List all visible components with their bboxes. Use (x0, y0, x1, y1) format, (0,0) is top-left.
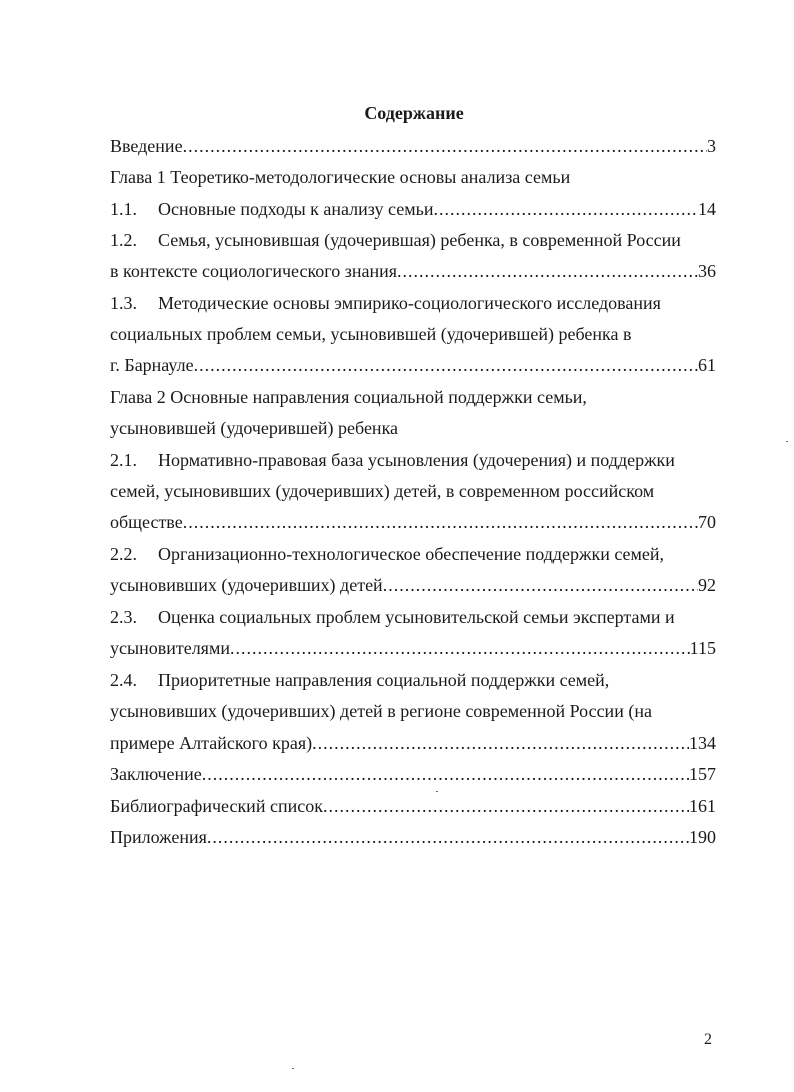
scan-speck (436, 791, 438, 792)
toc-page-ref: 70 (698, 512, 716, 532)
toc-entry-text: примере Алтайского края) (110, 733, 313, 753)
toc-entry-1-2 (110, 227, 716, 253)
toc-entry-2-3-continuation (110, 635, 716, 661)
toc-entry-2-1-continuation (110, 509, 716, 535)
toc-entry-text: социальных проблем семьи, усыновившей (удочерившей) ребенка в (110, 324, 632, 344)
toc-entry-text: г. Барнауле (110, 355, 194, 375)
toc-entry-1-3-continuation (110, 321, 716, 347)
page-number: 2 (704, 1031, 712, 1048)
toc-entry-conclusion (110, 761, 716, 787)
toc-entry-text: усыновивших (удочеривших) детей в регионе современной России (на (110, 701, 652, 721)
toc-entry-text: Семья, усыновившая (удочерившая) ребенка, в современной России (158, 230, 681, 250)
page-title: Содержание (364, 103, 464, 123)
toc-chapter-1-heading (110, 164, 716, 190)
toc-entry-introduction (110, 133, 716, 159)
toc-entry-text: усыновивших (удочеривших) детей (110, 575, 383, 595)
toc-page-ref: 157 (689, 764, 716, 784)
toc-page-ref: 190 (689, 827, 716, 847)
dot-leader (202, 761, 689, 787)
toc-entry-text: Заключение (110, 764, 202, 784)
toc-entry-text: Методические основы эмпирико-социологического исследования (158, 293, 661, 313)
toc-entry-text: Оценка социальных проблем усыновительской семьи экспертами и (158, 607, 675, 627)
toc-entry-1-1 (110, 196, 716, 222)
scan-speck (292, 1068, 294, 1069)
toc-entry-2-2-continuation (110, 572, 716, 598)
toc-page-ref: 3 (707, 136, 716, 156)
toc-entry-text: Библиографический список (110, 796, 323, 816)
toc-entry-number: 1.3. (110, 293, 137, 313)
dot-leader (323, 793, 689, 819)
toc-entry-text: усыновителями (110, 638, 230, 658)
toc-entry-2-2 (110, 541, 716, 567)
toc-entry-text: Нормативно-правовая база усыновления (удочерения) и поддержки (158, 450, 675, 470)
dot-leader (183, 509, 698, 535)
toc-entry-number: 2.4. (110, 670, 137, 690)
toc-entry-2-4 (110, 667, 716, 693)
toc-entry-number: 1.1. (110, 199, 137, 219)
toc-page-ref: 36 (698, 261, 716, 281)
dot-leader (383, 572, 698, 598)
toc-page-ref: 14 (698, 199, 716, 219)
toc-entry-2-4-continuation (110, 730, 716, 756)
toc-entry-number: 1.2. (110, 230, 137, 250)
toc-page-ref: 161 (689, 796, 716, 816)
toc-entry-2-1-continuation (110, 478, 716, 504)
toc-entry-text: семей, усыновивших (удочеривших) детей, в современном российском (110, 481, 655, 501)
dot-leader (194, 352, 698, 378)
toc-entry-1-2-continuation (110, 258, 716, 284)
toc-entry-1-3-continuation (110, 352, 716, 378)
toc-entry-text: Организационно-технологическое обеспечение поддержки семей, (158, 544, 665, 564)
dot-leader (397, 258, 698, 284)
toc-entry-2-1 (110, 447, 716, 473)
toc-entry-2-3 (110, 604, 716, 630)
scan-speck (786, 441, 788, 442)
toc-entry-text: обществе (110, 512, 183, 532)
toc-entry-number: 2.2. (110, 544, 137, 564)
toc-entry-number: 2.3. (110, 607, 137, 627)
toc-entry-appendices (110, 824, 716, 850)
toc-page-ref: 92 (698, 575, 716, 595)
toc-chapter-2-heading-continuation (110, 415, 716, 441)
toc-entry-text: Приложения (110, 827, 207, 847)
dot-leader (230, 635, 690, 661)
toc-entry-text: Приоритетные направления социальной поддержки семей, (158, 670, 610, 690)
dot-leader (207, 824, 689, 850)
toc-entry-text: Введение (110, 136, 183, 156)
toc-entry-text: усыновившей (удочерившей) ребенка (110, 418, 399, 438)
toc-entry-number: 2.1. (110, 450, 137, 470)
toc-entry-text: Глава 2 Основные направления социальной поддержки семьи, (110, 387, 587, 407)
toc-entry-bibliography (110, 793, 716, 819)
dot-leader (312, 730, 689, 756)
toc-entry-text: в контексте социологического знания (110, 261, 397, 281)
toc-entry-text: Основные подходы к анализу семьи (158, 199, 434, 219)
dot-leader (433, 196, 698, 222)
toc-page-ref: 61 (698, 355, 716, 375)
toc-page-ref: 134 (689, 733, 716, 753)
toc-page-ref: 115 (689, 638, 716, 658)
toc-entry-text: Глава 1 Теоретико-методологические основы анализа семьи (110, 167, 571, 187)
toc-chapter-2-heading (110, 384, 716, 410)
toc-entry-2-4-continuation (110, 698, 716, 724)
toc-entry-1-3 (110, 290, 716, 316)
dot-leader (183, 133, 707, 159)
